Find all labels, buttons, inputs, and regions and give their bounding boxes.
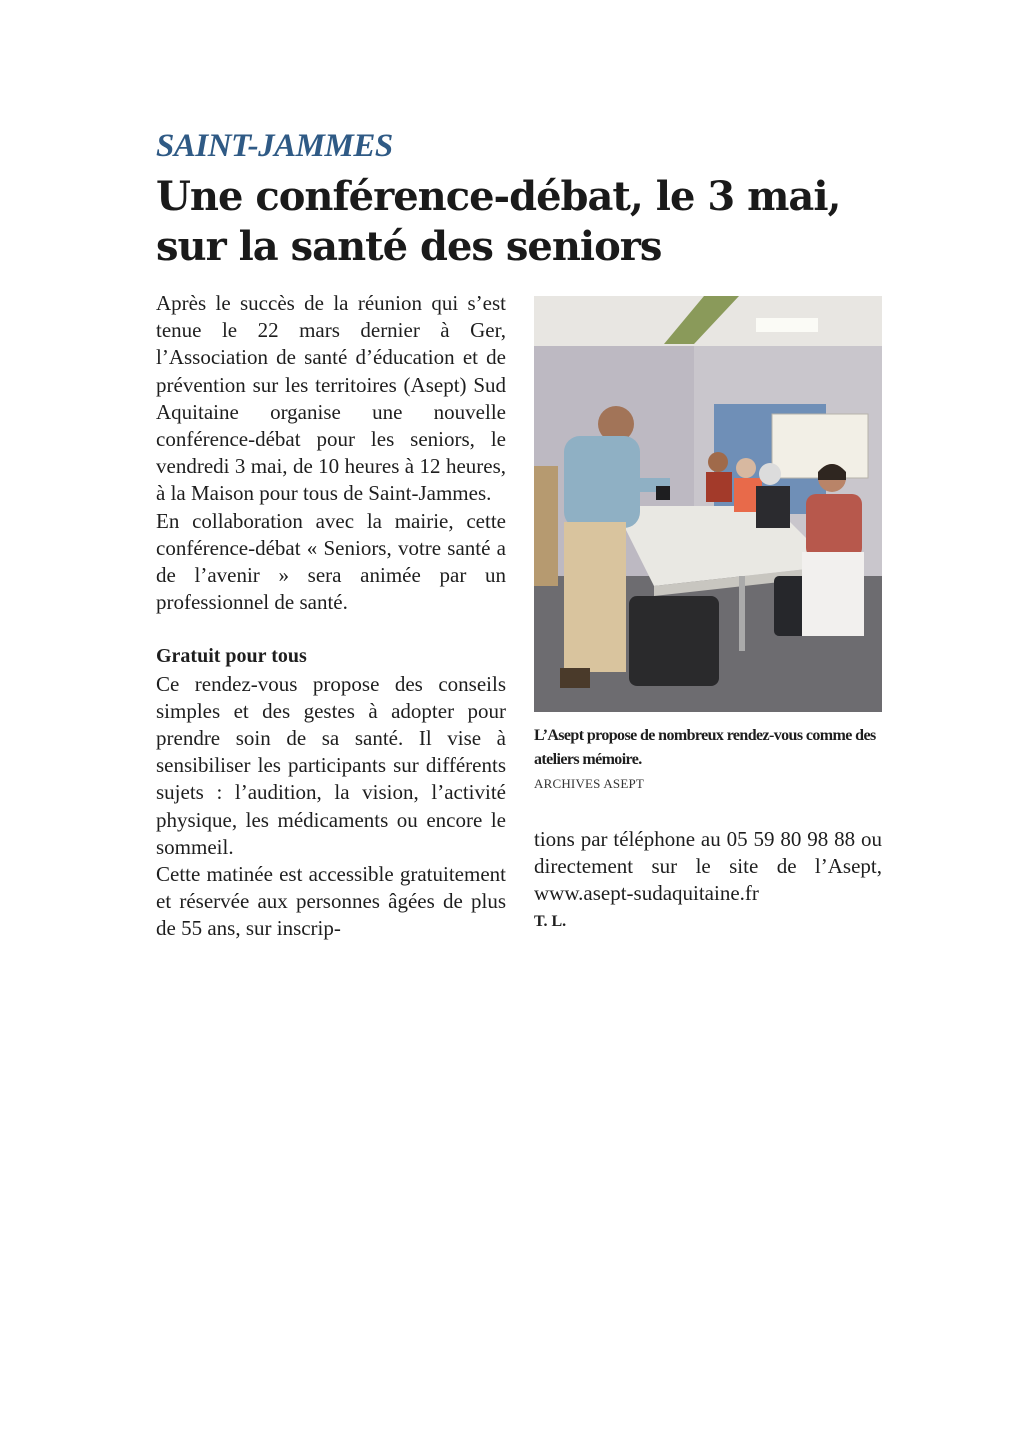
body-paragraph: Ce rendez-vous propose des conseils simples et des gestes à adopter pour prendre soin de sa santé. Il vise à sensibiliser les participants sur différents sujets : l’audition, la vision, l’activité physique, les médicaments ou encore le sommeil. [156,671,506,859]
body-paragraph-continuation: tions par téléphone au 05 59 80 98 88 ou directement sur le site de l’Asept, www.asept-sudaquitaine.fr [534,827,882,906]
photo-credit: ARCHIVES ASEPT [534,776,645,791]
workshop-photo [534,296,882,712]
article-headline: Une conférence-débat, le 3 mai, sur la santé des seniors [156,173,841,270]
article-subhead: Gratuit pour tous [156,645,307,668]
article-body-right-column [534,826,882,935]
author-signature: T. L. [534,912,567,930]
article-kicker: SAINT-JAMMES [156,128,393,164]
body-paragraph: En collaboration avec la mairie, cette conférence-débat « Seniors, votre santé a de l’avenir » sera animée par un professionnel de santé. [156,508,506,615]
body-paragraph: Après le succès de la réunion qui s’est tenue le 22 mars dernier à Ger, l’Association de santé d’éducation et de prévention sur les territoires (Asept) Sud Aquitaine organise une nouvelle conférence-débat pour les seniors, le vendredi 3 mai, de 10 heures à 12 heures, à la Maison pour tous de Saint-Jammes. [156,291,506,506]
article-photo-block [534,296,882,792]
body-paragraph: Cette matinée est accessible gratuitement et réservée aux personnes âgées de plus de 55 ans, sur inscrip- [156,862,506,941]
article-body-left-column [156,290,506,943]
photo-caption: L’Asept propose de nombreux rendez-vous comme des ateliers mémoire. [534,727,876,768]
